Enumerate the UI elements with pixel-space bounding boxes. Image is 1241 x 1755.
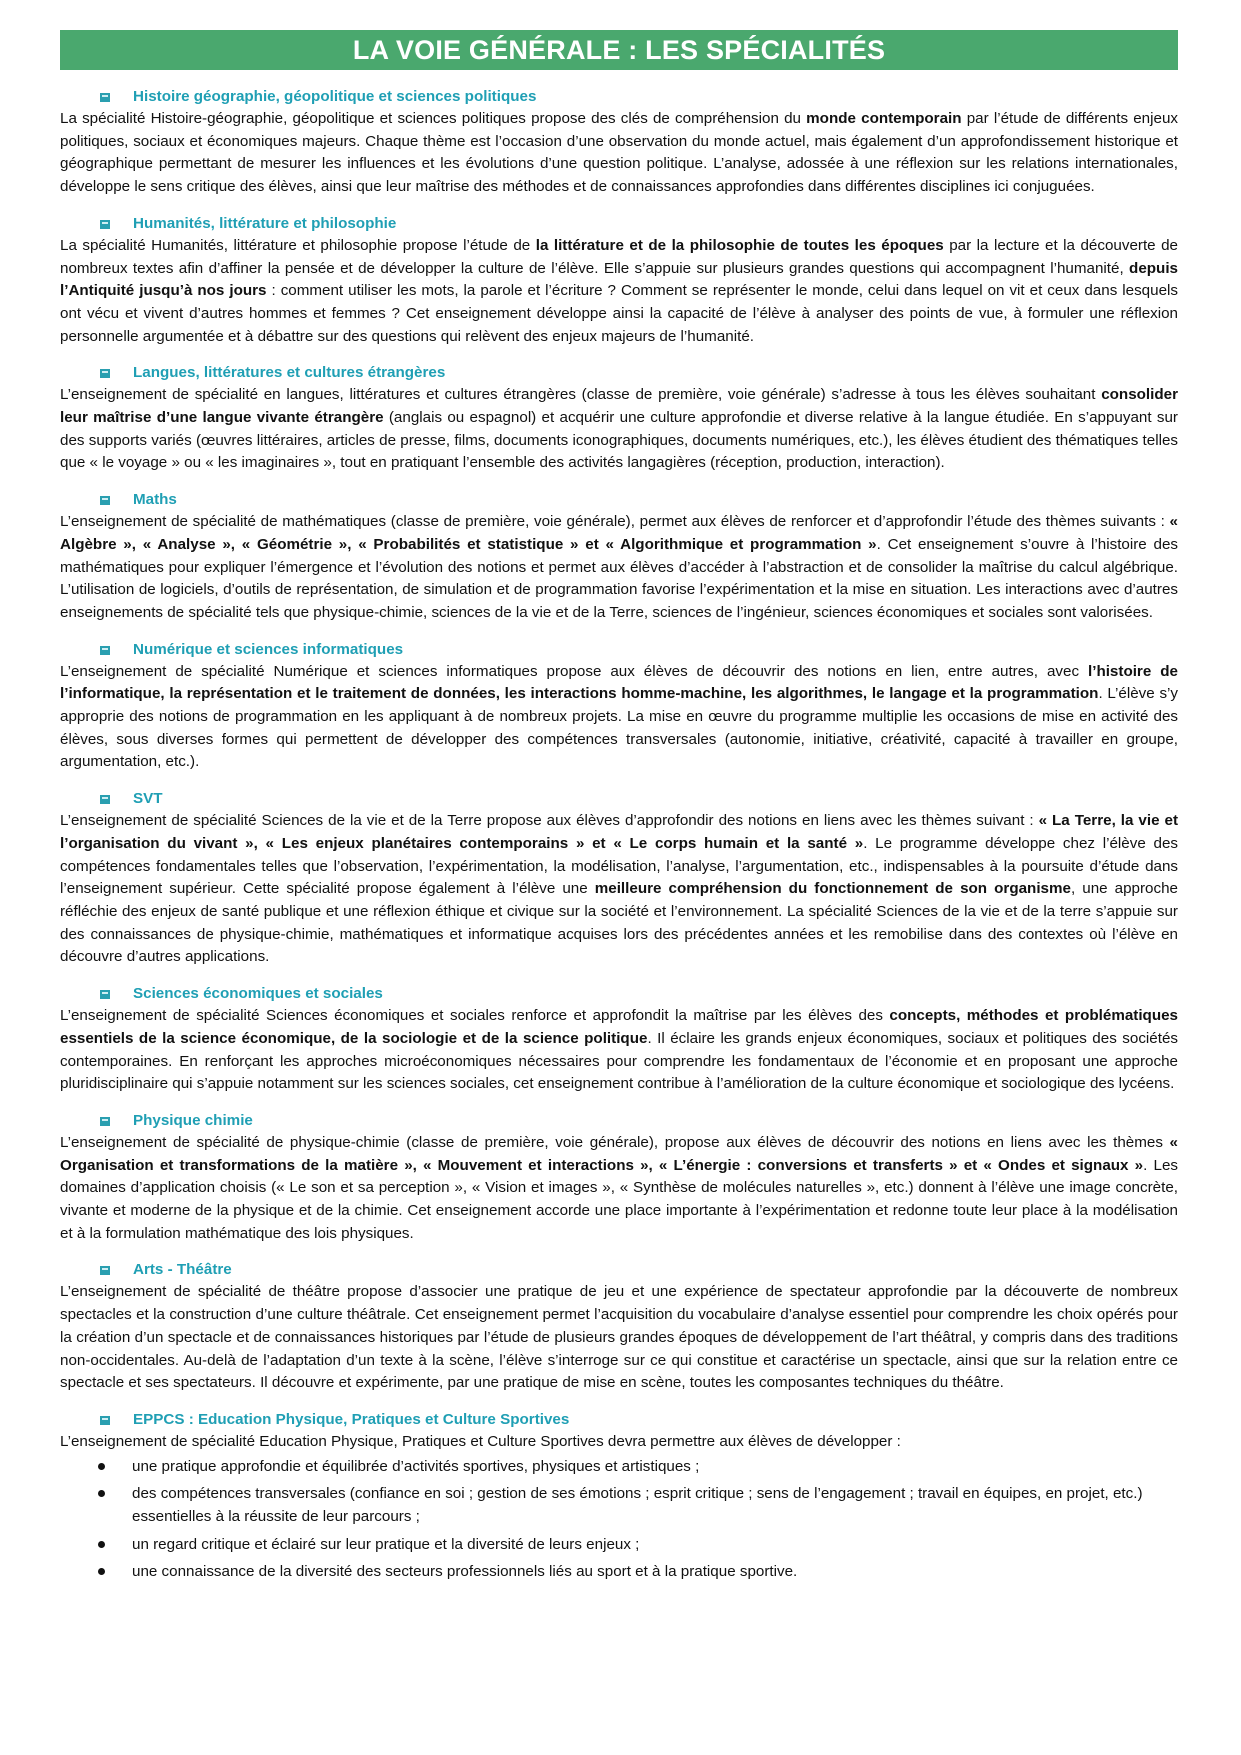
- body-text: L’enseignement de spécialité de physique-chimie (classe de première, voie générale), propose aux élèves de découvrir des notions en liens avec les thèmes: [60, 1133, 1170, 1151]
- section-paragraph: [60, 235, 1178, 349]
- body-text: par l’étude de différents enjeux politiques, sociaux et économiques majeurs. Chaque thème est l’occasion d’une observation du monde actuel, mais également d’un approfondissement historique et géographique permettant de mesurer les influences et les évolutions d’une question politique. L’analyse, adossée à une réflexion sur les relations internationales, développe le sens critique des élèves, ainsi que leur maîtrise des méthodes et de connaissances approfondies dans différentes disciplines ici conjuguées.: [60, 110, 1178, 196]
- section-heading: [60, 1409, 1178, 1431]
- body-text: . Il éclaire les grands enjeux économiques, sociaux et politiques des sociétés contemporaines. En renforçant les approches microéconomiques nécessaires pour comprendre les fondamentaux de l’économie et en proposant une approche pluridisciplinaire qui s’appuie notamment sur les sciences sociales, cet enseignement contribue à l’amélioration de la culture économique et sociologique des lycéens.: [60, 1029, 1178, 1093]
- section-heading-text: EPPCS : Education Physique, Pratiques et Culture Sportives: [133, 1410, 570, 1428]
- section-heading-text: Langues, littératures et cultures étrangères: [133, 364, 446, 382]
- section-heading: [60, 639, 1178, 661]
- emphasis-text: monde contemporain: [806, 110, 962, 127]
- section: [60, 1110, 1178, 1246]
- body-text: L’enseignement de spécialité en langues, littératures et cultures étrangères (classe de première, voie générale) s’adresse à tous les élèves souhaitant: [60, 386, 1102, 404]
- body-text: La spécialité Histoire-géographie, géopolitique et sciences politiques propose des clés de compréhension du: [60, 110, 807, 127]
- bullet-dot-icon: [98, 1541, 105, 1548]
- section-heading: [60, 1110, 1178, 1132]
- emphasis-text: la littérature et de la philosophie de toutes les époques: [535, 236, 944, 254]
- bullet-dot-icon: [98, 1568, 105, 1575]
- section-paragraph: [60, 1431, 1178, 1454]
- section-heading-text: Physique chimie: [133, 1111, 253, 1129]
- body-text: : comment utiliser les mots, la parole et l’écriture ? Comment se représenter le monde, celui dans lequel on vit et ceux dans lesquels ont vécu et vivent d’autres hommes et femmes ? Cet enseignement développe ainsi la capacité de l’élève à analyser des points de vue, à formuler une réflexion personnelle argumentée et à débattre sur des questions qui relèvent des enjeux majeurs de l’humanité.: [60, 282, 1178, 345]
- section-heading-text: Arts - Théâtre: [133, 1261, 232, 1279]
- section-heading-text: Maths: [133, 491, 177, 509]
- list-item-text: un regard critique et éclairé sur leur pratique et la diversité de leurs enjeux ;: [132, 1535, 640, 1553]
- list-item: [60, 1483, 1178, 1528]
- list-item: [60, 1456, 1178, 1479]
- section-paragraph: [60, 1132, 1178, 1246]
- section: [60, 86, 1178, 199]
- section: [60, 639, 1178, 775]
- square-bullet-icon: [100, 496, 110, 505]
- page-title: LA VOIE GÉNÉRALE : LES SPÉCIALITÉS: [60, 30, 1178, 70]
- square-bullet-icon: [100, 1416, 110, 1425]
- body-text: La spécialité Humanités, littérature et philosophie propose l’étude de: [60, 236, 536, 254]
- emphasis-text: consolider leur maîtrise d’une langue vivante étrangère: [60, 386, 1178, 427]
- section-paragraph: [60, 810, 1178, 969]
- section-paragraph: [60, 661, 1178, 775]
- section: [60, 362, 1178, 475]
- section-heading: [60, 213, 1178, 235]
- section-heading: [60, 362, 1178, 384]
- emphasis-text: « Algèbre », « Analyse », « Géométrie », « Probabilités et statistique » et « Algorithmique et programmation »: [60, 513, 1178, 553]
- bullet-list: [60, 1456, 1178, 1585]
- section-heading: [60, 788, 1178, 810]
- section-heading: [60, 86, 1178, 108]
- body-text: . L’élève s’y approprie des notions de programmation en les appliquant à de nombreux projets. La mise en œuvre du programme multiplie les occasions de mise en activité des élèves, sous diverses formes qui permettent de développer des compétences transversales (autonomie, initiative, créativité, capacité à travailler en groupe, argumentation, etc.).: [60, 685, 1178, 771]
- body-text: L’enseignement de spécialité Sciences de la vie et de la Terre propose aux élèves d’approfondir des notions en liens avec les thèmes suivant :: [60, 812, 1039, 830]
- emphasis-text: depuis l’Antiquité jusqu’à nos jours: [60, 259, 1178, 300]
- body-text: L’enseignement de spécialité Sciences économiques et sociales renforce et approfondit la maîtrise par les élèves des: [60, 1007, 890, 1025]
- square-bullet-icon: [100, 990, 110, 999]
- body-text: L’enseignement de spécialité Numérique et sciences informatiques propose aux élèves de découvrir des notions en lien, entre autres, avec: [60, 662, 1088, 680]
- body-text: L’enseignement de spécialité Education Physique, Pratiques et Culture Sportives devra permettre aux élèves de développer :: [60, 1432, 901, 1450]
- bullet-dot-icon: [98, 1463, 105, 1470]
- square-bullet-icon: [100, 646, 110, 655]
- body-text: par la lecture et la découverte de nombreux textes afin d’affiner la pensée et de développer la culture de l’élève. Elle s’appuie sur plusieurs grandes questions qui accompagnent l’humanité,: [60, 236, 1178, 277]
- list-item-text: une pratique approfondie et équilibrée d’activités sportives, physiques et artistiques ;: [132, 1457, 700, 1475]
- section-heading-text: Humanités, littérature et philosophie: [133, 214, 397, 232]
- sections-container: [60, 86, 1178, 1584]
- section: [60, 1259, 1178, 1395]
- body-text: L’enseignement de spécialité de théâtre propose d’associer une pratique de jeu et une expérience de spectateur approfondie par la découverte de nombreux spectacles et la construction d’une culture théâtrale. Cet enseignement permet l’acquisition du vocabulaire d’analyse essentiel pour comprendre les choix opérés pour la création d’un spectacle et de connaissances historiques par l’étude de plusieurs grandes époques de développement de l’art théâtral, y compris dans des traditions non-occidentales. Au-delà de l’adaptation d’un texte à la scène, l’élève s’interroge sur ce qui constitue et caractérise un spectacle, ainsi que sur la relation entre ce spectacle et ses spectateurs. Il découvre et expérimente, par une pratique de mise en scène, toutes les composantes techniques du théâtre.: [60, 1283, 1178, 1392]
- list-item-text: des compétences transversales (confiance en soi ; gestion de ses émotions ; esprit critique ; sens de l’engagement ; travail en équipes, en projet, etc.) essentielles à la réussite de leur parcours ;: [132, 1485, 1143, 1526]
- list-item-text: une connaissance de la diversité des secteurs professionnels liés au sport et à la pratique sportive.: [132, 1563, 798, 1581]
- section: [60, 983, 1178, 1096]
- square-bullet-icon: [100, 1117, 110, 1126]
- bullet-dot-icon: [98, 1490, 105, 1497]
- body-text: . Cet enseignement s’ouvre à l’histoire des mathématiques pour expliquer l’émergence et l’évolution des notions et permet aux élèves d’accéder à l’abstraction et de consolider la maîtrise du calcul algébrique. L’utilisation de logiciels, d’outils de représentation, de simulation et de programmation favorise l’expérimentation et la mise en situation. Les interactions avec d’autres enseignements de spécialité tels que physique-chimie, sciences de la vie et de la Terre, sciences de l’ingénieur, sciences économiques et sociales sont valorisées.: [60, 535, 1178, 621]
- section-paragraph: [60, 1005, 1178, 1096]
- emphasis-text: « La Terre, la vie et l’organisation du vivant », « Les enjeux planétaires contemporains » et « Le corps humain et la santé »: [60, 812, 1178, 852]
- section: [60, 489, 1178, 625]
- emphasis-text: meilleure compréhension du fonctionnement de son organisme: [594, 880, 1071, 898]
- square-bullet-icon: [100, 93, 110, 102]
- section-paragraph: [60, 1281, 1178, 1395]
- section-paragraph: [60, 511, 1178, 625]
- section: [60, 213, 1178, 349]
- list-item: [60, 1534, 1178, 1557]
- square-bullet-icon: [100, 795, 110, 804]
- section-heading-text: Histoire géographie, géopolitique et sciences politiques: [133, 88, 537, 105]
- section-paragraph: [60, 384, 1178, 475]
- emphasis-text: « Organisation et transformations de la matière », « Mouvement et interactions », « L’énergie : conversions et transferts » et « Ondes et signaux »: [60, 1133, 1178, 1174]
- section-heading-text: Sciences économiques et sociales: [133, 985, 383, 1003]
- section-heading: [60, 983, 1178, 1005]
- section: [60, 1409, 1178, 1584]
- section-heading: [60, 1259, 1178, 1281]
- emphasis-text: l’histoire de l’informatique, la représentation et le traitement de données, les interactions homme-machine, les algorithmes, le langage et la programmation: [60, 662, 1178, 703]
- list-item: [60, 1561, 1178, 1584]
- square-bullet-icon: [100, 1266, 110, 1275]
- section-heading-text: Numérique et sciences informatiques: [133, 640, 404, 658]
- body-text: L’enseignement de spécialité de mathématiques (classe de première, voie générale), permet aux élèves de renforcer et d’approfondir l’étude des thèmes suivants :: [60, 513, 1170, 531]
- body-text: (anglais ou espagnol) et acquérir une culture approfondie et diverse relative à la langue étudiée. En s’appuyant sur des supports variés (œuvres littéraires, articles de presse, films, documents iconographiques, documents numériques, etc.), les élèves étudient des thématiques telles que « le voyage » ou « les imaginaires », tout en pratiquant l’ensemble des activités langagières (réception, production, interaction).: [60, 409, 1178, 472]
- body-text: . Les domaines d’application choisis (« Le son et sa perception », « Vision et images », « Synthèse de molécules naturelles », etc.) donnent à l’élève une image concrète, vivante et moderne de la physique et de la chimie. Cet enseignement accorde une place importante à l’expérimentation et redonne toute leur place à la modélisation et à la formulation mathématique des lois physiques.: [60, 1156, 1178, 1242]
- body-text: , une approche réfléchie des enjeux de santé publique et une réflexion éthique et civique sur la société et l’environnement. La spécialité Sciences de la vie et de la terre s’appuie sur des connaissances de physique-chimie, mathématiques et informatique acquises lors des précédentes années et les remobilise dans des contextes où l’élève en découvre d’autres applications.: [60, 880, 1178, 966]
- section: [60, 788, 1178, 969]
- square-bullet-icon: [100, 369, 110, 378]
- square-bullet-icon: [100, 220, 110, 229]
- section-heading: [60, 489, 1178, 511]
- section-heading-text: SVT: [133, 790, 163, 808]
- emphasis-text: concepts, méthodes et problématiques essentiels de la science économique, de la sociologie et de la science politique: [60, 1007, 1178, 1047]
- page: [60, 30, 1178, 1589]
- body-text: . Le programme développe chez l’élève des compétences fondamentales telles que l’observation, l’expérimentation, la modélisation, l’analyse, l’argumentation, etc., indispensables à la poursuite d’étude dans l’enseignement supérieur. Cette spécialité propose également à l’élève une: [60, 834, 1178, 898]
- section-paragraph: [60, 108, 1178, 199]
